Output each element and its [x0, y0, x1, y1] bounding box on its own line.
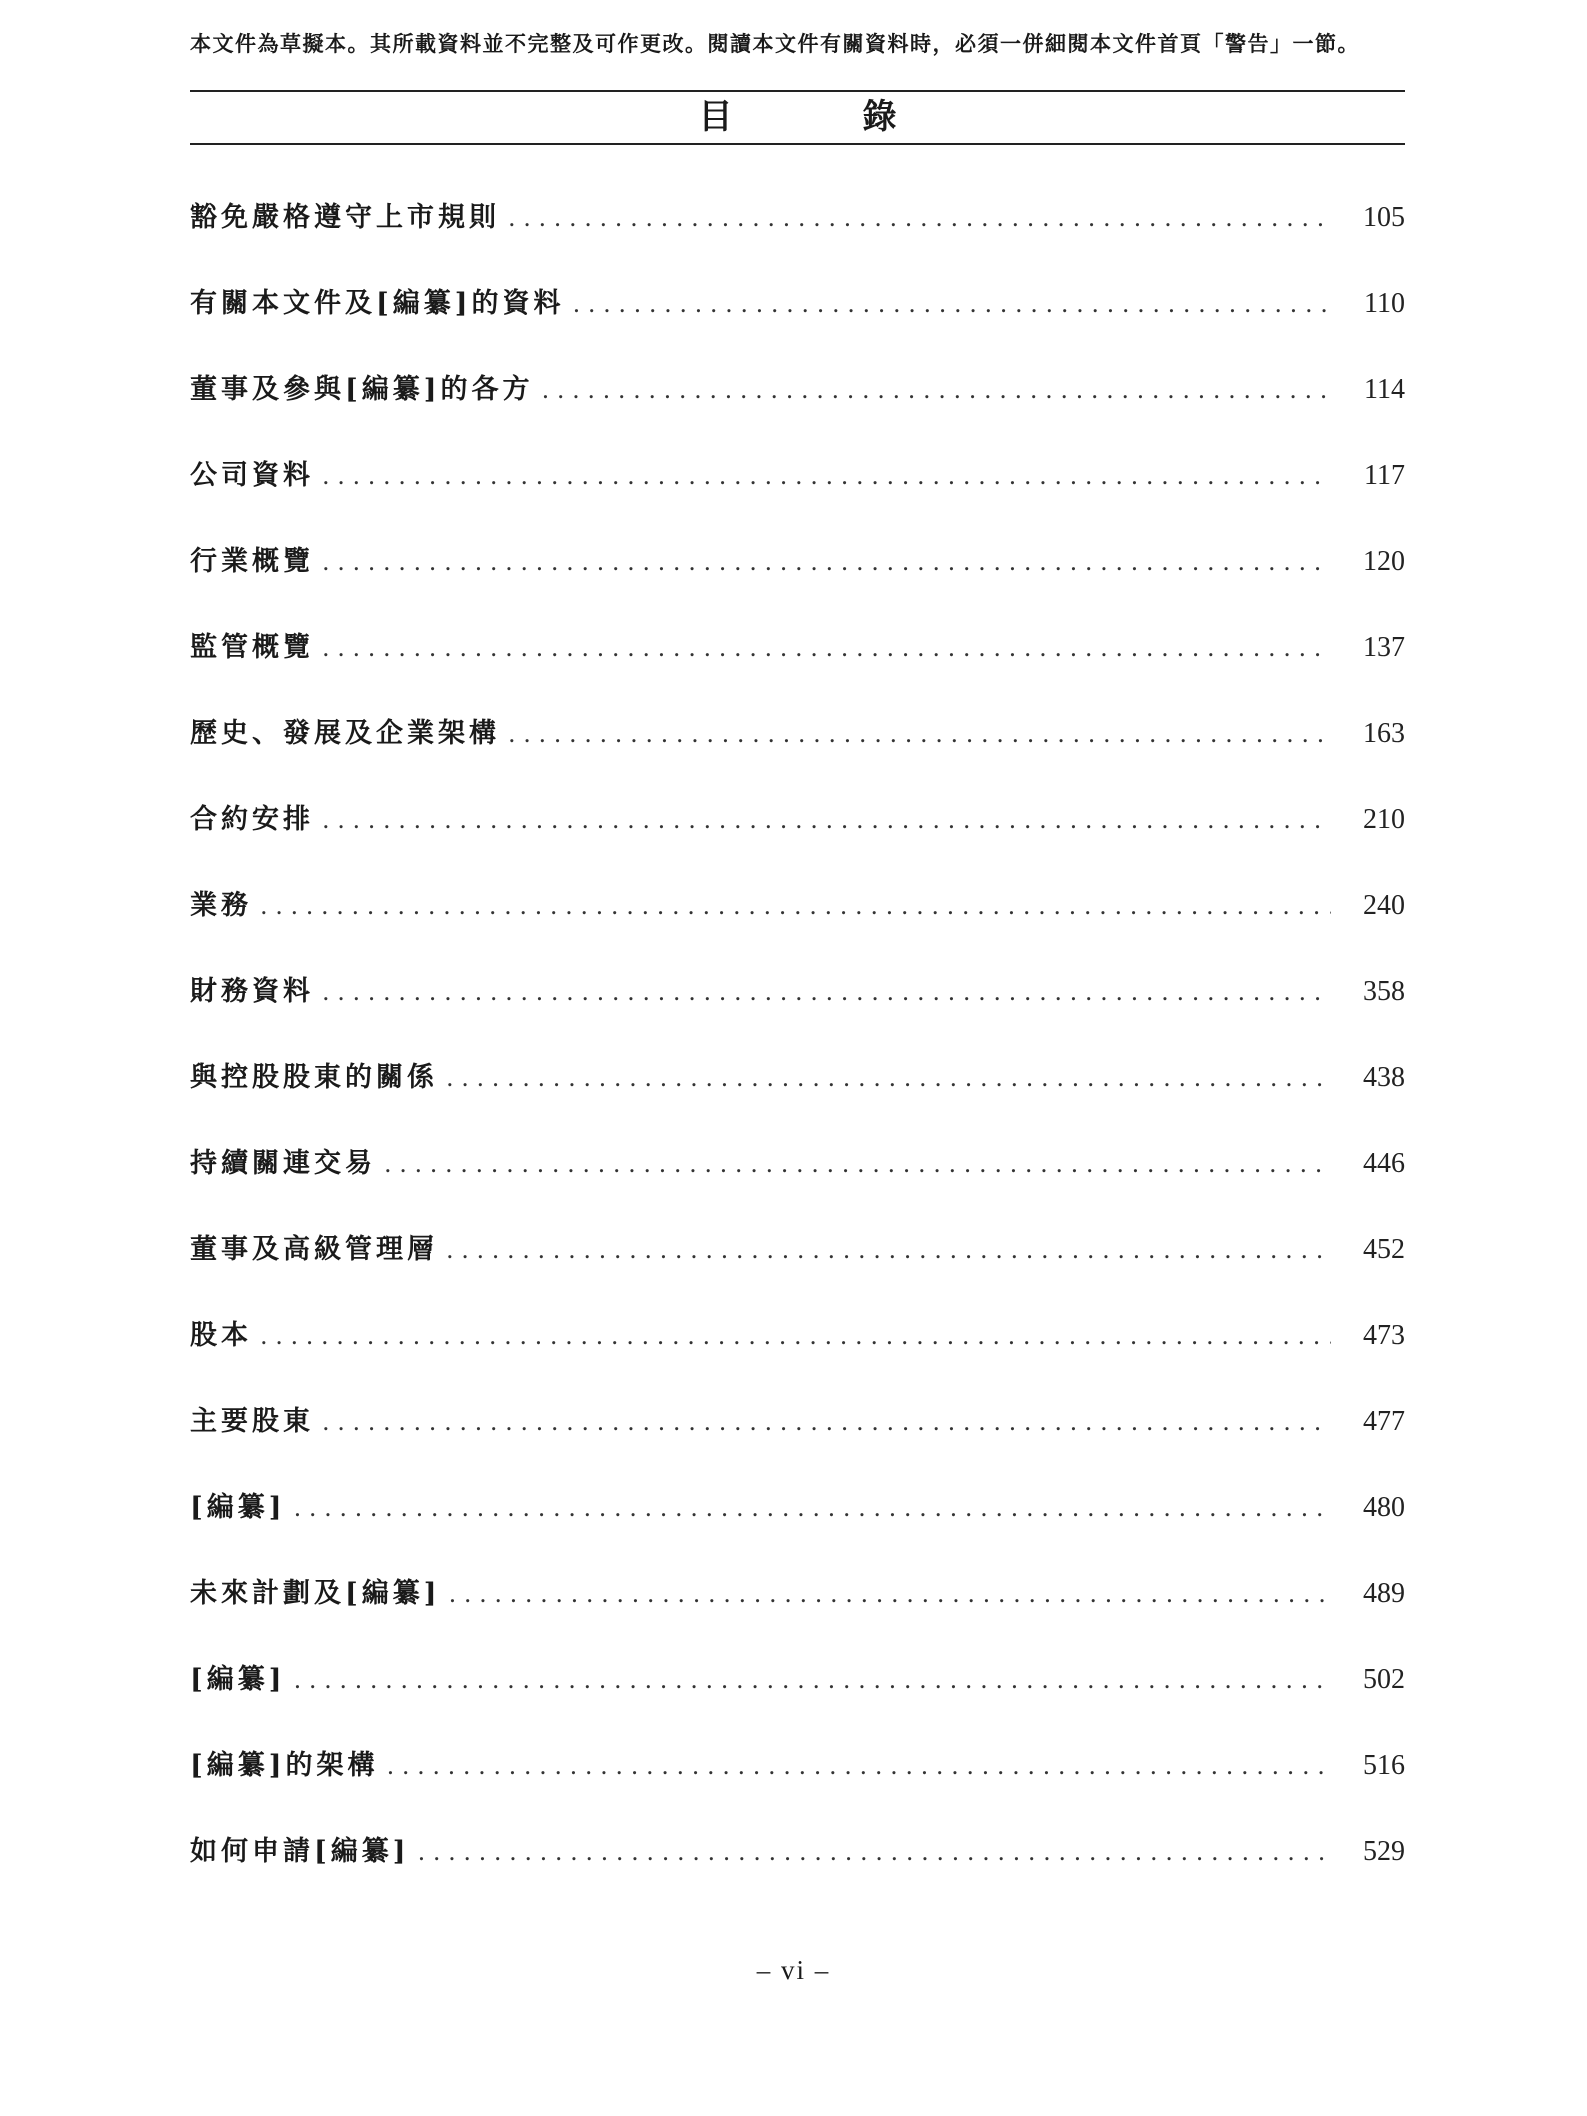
- toc-entry[interactable]: [190, 1566, 1405, 1652]
- toc-entry-page-number: 240: [1363, 890, 1405, 921]
- toc-dot-leader: [294, 1480, 1331, 1536]
- toc-entry[interactable]: [190, 964, 1405, 1050]
- toc-entry-page-number: 210: [1363, 804, 1405, 835]
- toc-entry-title: 合約安排: [190, 804, 314, 835]
- toc-entry-title: [編纂]的架構: [190, 1750, 379, 1781]
- toc-entry-title: 如何申請[編纂]: [190, 1836, 410, 1867]
- header-rule-bottom: [190, 143, 1405, 145]
- toc-entry[interactable]: [190, 1652, 1405, 1738]
- toc-entry-title: 與控股股東的關係: [190, 1062, 438, 1093]
- toc-entry-title: 董事及參與[編纂]的各方: [190, 374, 534, 405]
- toc-dot-leader: [322, 792, 1331, 848]
- toc-entry-page-number: 137: [1363, 632, 1405, 663]
- toc-entry-page-number: 114: [1364, 374, 1405, 405]
- toc-entry-title: 公司資料: [190, 460, 314, 491]
- toc-dot-leader: [387, 1738, 1331, 1794]
- toc-entry[interactable]: [190, 1738, 1405, 1824]
- table-of-contents: [190, 190, 1405, 1910]
- toc-entry-title: 股本: [190, 1320, 252, 1351]
- toc-entry-title: [編纂]: [190, 1664, 286, 1695]
- toc-entry[interactable]: [190, 362, 1405, 448]
- toc-entry-page-number: 477: [1363, 1406, 1405, 1437]
- toc-dot-leader: [322, 964, 1331, 1020]
- page-title: 目 錄: [698, 97, 945, 137]
- toc-dot-leader: [322, 448, 1331, 504]
- toc-dot-leader: [508, 190, 1331, 246]
- toc-dot-leader: [260, 1308, 1331, 1364]
- toc-entry[interactable]: [190, 620, 1405, 706]
- toc-entry-title: 董事及高級管理層: [190, 1234, 438, 1265]
- toc-entry-page-number: 105: [1363, 202, 1405, 233]
- toc-entry[interactable]: [190, 878, 1405, 964]
- draft-disclaimer: 本文件為草擬本。其所載資料並不完整及可作更改。閱讀本文件有關資料時，必須一併細閱本文件首頁「警告」一節。: [190, 31, 1360, 56]
- toc-entry-page-number: 502: [1363, 1664, 1405, 1695]
- toc-dot-leader: [294, 1652, 1331, 1708]
- toc-entry-page-number: 489: [1363, 1578, 1405, 1609]
- toc-entry[interactable]: [190, 276, 1405, 362]
- toc-entry[interactable]: [190, 190, 1405, 276]
- toc-dot-leader: [446, 1222, 1331, 1278]
- toc-entry-title: 未來計劃及[編纂]: [190, 1578, 441, 1609]
- toc-entry[interactable]: [190, 1394, 1405, 1480]
- toc-dot-leader: [322, 620, 1331, 676]
- toc-entry-page-number: 446: [1363, 1148, 1405, 1179]
- toc-entry-page-number: 358: [1363, 976, 1405, 1007]
- toc-entry-page-number: 529: [1363, 1836, 1405, 1867]
- toc-entry[interactable]: [190, 1222, 1405, 1308]
- toc-entry[interactable]: [190, 792, 1405, 878]
- toc-entry[interactable]: [190, 1136, 1405, 1222]
- toc-entry-page-number: 120: [1363, 546, 1405, 577]
- toc-entry[interactable]: [190, 1480, 1405, 1566]
- toc-entry-title: 行業概覽: [190, 546, 314, 577]
- toc-entry-title: 財務資料: [190, 976, 314, 1007]
- toc-dot-leader: [322, 534, 1331, 590]
- toc-entry[interactable]: [190, 1824, 1405, 1910]
- toc-dot-leader: [449, 1566, 1331, 1622]
- toc-entry-page-number: 480: [1363, 1492, 1405, 1523]
- toc-entry[interactable]: [190, 448, 1405, 534]
- header-rule-top: [190, 90, 1405, 92]
- toc-entry-page-number: 110: [1364, 288, 1405, 319]
- toc-entry-title: 歷史、發展及企業架構: [190, 718, 500, 749]
- toc-dot-leader: [542, 362, 1331, 418]
- toc-dot-leader: [260, 878, 1331, 934]
- toc-entry-title: 主要股東: [190, 1406, 314, 1437]
- toc-entry-page-number: 516: [1363, 1750, 1405, 1781]
- toc-entry[interactable]: [190, 1308, 1405, 1394]
- toc-entry-title: 監管概覽: [190, 632, 314, 663]
- toc-entry-title: 豁免嚴格遵守上市規則: [190, 202, 500, 233]
- toc-entry-page-number: 438: [1363, 1062, 1405, 1093]
- page-number: – vi –: [756, 1955, 831, 1985]
- toc-entry[interactable]: [190, 706, 1405, 792]
- toc-entry-title: 持續關連交易: [190, 1148, 376, 1179]
- toc-dot-leader: [322, 1394, 1331, 1450]
- toc-entry-page-number: 163: [1363, 718, 1405, 749]
- toc-entry-title: 業務: [190, 890, 252, 921]
- toc-entry-page-number: 117: [1364, 460, 1405, 491]
- toc-dot-leader: [573, 276, 1331, 332]
- toc-dot-leader: [508, 706, 1331, 762]
- toc-dot-leader: [384, 1136, 1331, 1192]
- toc-entry-title: [編纂]: [190, 1492, 286, 1523]
- toc-dot-leader: [418, 1824, 1331, 1880]
- toc-entry-title: 有關本文件及[編纂]的資料: [190, 288, 565, 319]
- toc-dot-leader: [446, 1050, 1331, 1106]
- toc-entry-page-number: 473: [1363, 1320, 1405, 1351]
- toc-entry[interactable]: [190, 1050, 1405, 1136]
- toc-entry[interactable]: [190, 534, 1405, 620]
- toc-entry-page-number: 452: [1363, 1234, 1405, 1265]
